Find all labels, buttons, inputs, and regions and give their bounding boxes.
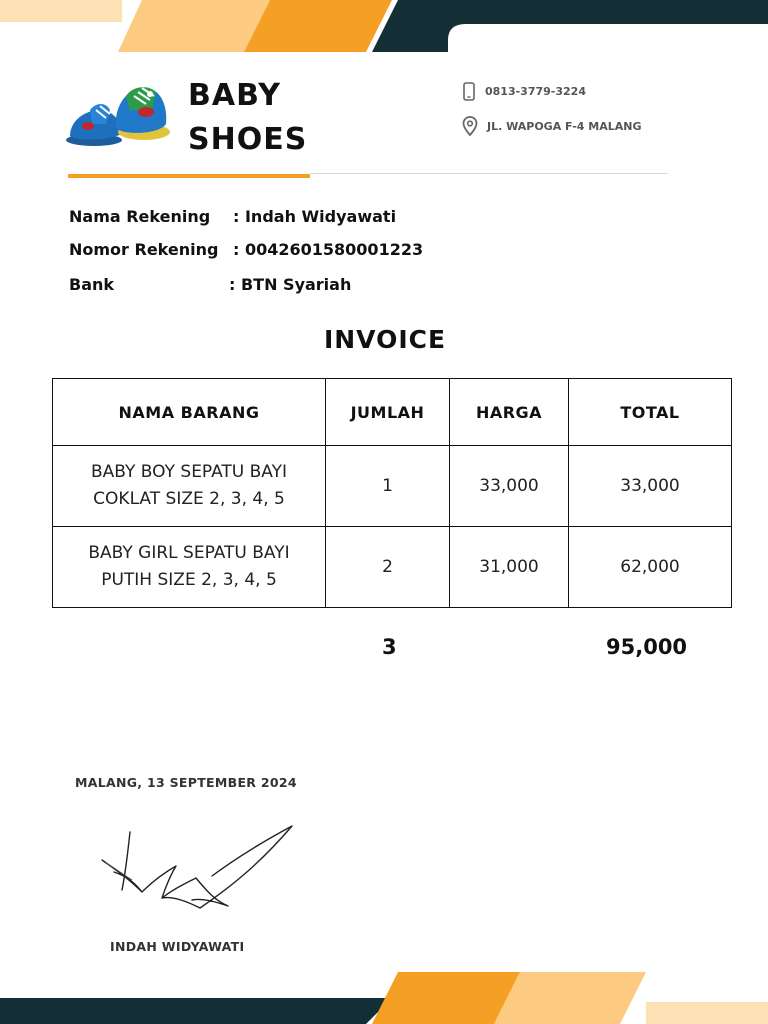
qty-cell: 2	[326, 527, 450, 608]
account-name-value: : Indah Widyawati	[233, 207, 397, 226]
bottom-band-shapes	[0, 972, 768, 1024]
item-name-cell	[53, 446, 326, 527]
column-header-total: TOTAL	[569, 379, 732, 446]
signer-name: INDAH WIDYAWATI	[110, 939, 245, 954]
item-name-line: COKLAT SIZE 2, 3, 4, 5	[93, 489, 285, 509]
header-divider	[310, 173, 668, 174]
bank-value: : BTN Syariah	[229, 275, 352, 294]
invoice-title: INVOICE	[323, 325, 447, 354]
item-name-line: PUTIH SIZE 2, 3, 4, 5	[101, 570, 277, 590]
baby-shoes-icon	[66, 80, 170, 154]
place-date: MALANG, 13 SEPTEMBER 2024	[75, 775, 297, 790]
item-name-line: BABY BOY SEPATU BAYI	[90, 462, 288, 482]
address-text: JL. WAPOGA F-4 MALANG	[487, 119, 642, 133]
column-header-qty: JUMLAH	[326, 379, 450, 446]
table-row	[53, 446, 732, 527]
qty-cell: 1	[326, 446, 450, 527]
contact-address	[462, 116, 642, 136]
price-cell: 31,000	[450, 527, 569, 608]
table-header-row	[53, 379, 732, 446]
bank-label: Bank	[69, 275, 115, 294]
column-header-price: HARGA	[450, 379, 569, 446]
column-header-item: NAMA BARANG	[53, 379, 326, 446]
signature-image	[96, 820, 300, 920]
phone-icon	[462, 82, 476, 101]
location-pin-icon	[462, 116, 478, 136]
invoice-table	[52, 378, 732, 608]
account-name-row	[69, 207, 397, 226]
brand-line-2: SHOES	[188, 122, 308, 157]
price-cell: 33,000	[450, 446, 569, 527]
phone-number: 0813-3779-3224	[485, 85, 586, 98]
account-name-label: Nama Rekening	[69, 207, 211, 226]
header-divider-accent	[68, 174, 310, 178]
top-decorative-band	[0, 0, 768, 52]
brand-name	[188, 74, 307, 162]
brand-line-1: BABY	[188, 78, 282, 113]
total-cell: 62,000	[569, 527, 732, 608]
grand-total: 95,000	[606, 635, 688, 659]
account-number-label: Nomor Rekening	[69, 240, 219, 259]
table-row	[53, 527, 732, 608]
account-number-row	[69, 240, 424, 259]
item-name-cell	[53, 527, 326, 608]
contact-phone	[462, 82, 586, 101]
total-quantity: 3	[382, 635, 397, 659]
item-name-line: BABY GIRL SEPATU BAYI	[88, 543, 290, 563]
top-band-shapes	[0, 0, 768, 52]
account-number-value: : 0042601580001223	[233, 240, 424, 259]
bank-row	[69, 275, 352, 294]
bottom-decorative-band	[0, 972, 768, 1024]
total-cell: 33,000	[569, 446, 732, 527]
